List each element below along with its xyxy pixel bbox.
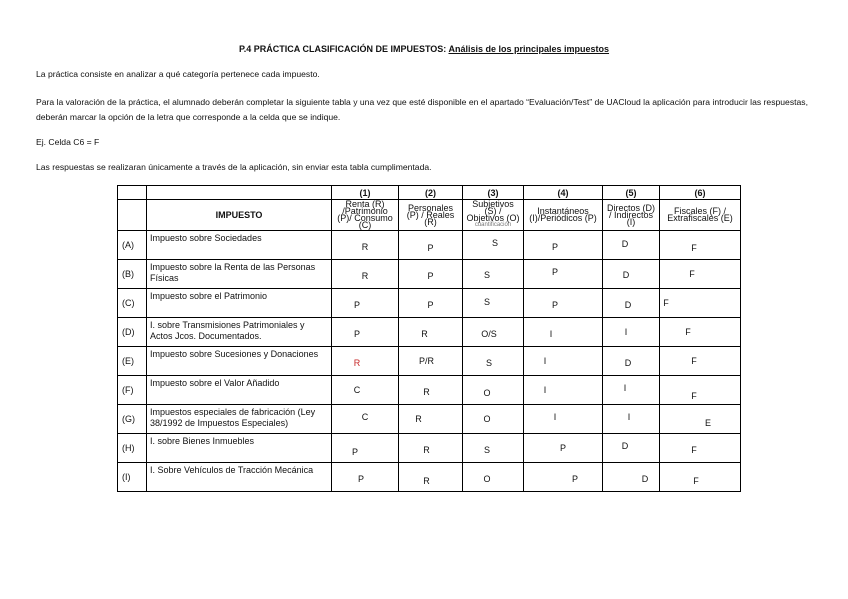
empty-cell <box>118 200 147 231</box>
answer-cell <box>399 376 463 405</box>
answer-cell <box>524 376 603 405</box>
answer-cell <box>603 289 660 318</box>
table-row <box>118 434 741 463</box>
answer-value: S <box>483 445 490 455</box>
table-row <box>118 463 741 492</box>
tax-name: Impuesto sobre la Renta de las Personas Físicas <box>147 260 332 289</box>
answer-value: R <box>361 242 369 252</box>
answer-cell <box>524 434 603 463</box>
column-number: (5) <box>603 186 660 200</box>
answer-cell <box>524 289 603 318</box>
answer-value: P <box>427 271 434 281</box>
answer-value: P <box>559 443 566 453</box>
answer-value: P <box>551 300 558 310</box>
answer-value: D <box>622 270 630 280</box>
column-number: (2) <box>399 186 463 200</box>
table-row <box>118 260 741 289</box>
answer-cell <box>332 405 399 434</box>
answer-cell <box>399 318 463 347</box>
answer-value: S <box>483 297 490 307</box>
table-row <box>118 318 741 347</box>
classification-table <box>117 185 741 492</box>
answer-value: F <box>663 298 669 308</box>
answer-value: O <box>483 388 491 398</box>
empty-cell <box>147 186 332 200</box>
tax-name: I. sobre Bienes Inmuebles <box>147 434 332 463</box>
answer-cell <box>603 318 660 347</box>
header-row <box>118 200 741 231</box>
answer-cell <box>660 405 741 434</box>
answer-value: R <box>421 329 428 339</box>
answer-cell <box>463 463 524 492</box>
row-letter: (I) <box>118 463 147 492</box>
answer-value: I <box>549 329 553 339</box>
answer-cell <box>463 318 524 347</box>
column-header: Fiscales (F) / Extrafiscales (E) <box>660 200 741 231</box>
answer-cell <box>603 434 660 463</box>
answer-cell <box>463 260 524 289</box>
table-row <box>118 376 741 405</box>
column-header <box>463 200 524 231</box>
answer-value: S <box>483 270 490 280</box>
column-header-hint: cuantificación <box>474 222 512 228</box>
answer-value: F <box>693 476 699 486</box>
answer-cell <box>524 347 603 376</box>
answer-value: R <box>423 476 430 486</box>
answer-cell <box>332 260 399 289</box>
answer-cell <box>660 231 741 260</box>
answer-cell <box>399 405 463 434</box>
answer-value: R <box>361 271 369 281</box>
answer-cell <box>603 463 660 492</box>
example-paragraph: Ej. Celda C6 = F <box>36 137 100 147</box>
answer-cell <box>463 231 524 260</box>
answer-cell <box>463 434 524 463</box>
answer-cell <box>660 463 741 492</box>
row-letter: (B) <box>118 260 147 289</box>
column-header: Personales (P) / Reales (R) <box>399 200 463 231</box>
title-main: P.4 PRÁCTICA CLASIFICACIÓN DE IMPUESTOS: <box>238 44 447 54</box>
row-letter: (A) <box>118 231 147 260</box>
answer-value: D <box>624 300 632 310</box>
answer-cell <box>399 231 463 260</box>
answer-cell <box>603 405 660 434</box>
answer-value: I <box>623 383 627 393</box>
answer-cell <box>332 434 399 463</box>
answer-cell <box>660 318 741 347</box>
answer-cell <box>524 463 603 492</box>
answer-cell <box>603 260 660 289</box>
column-number-row <box>118 186 741 200</box>
answer-cell <box>463 405 524 434</box>
answer-value: I <box>553 412 557 422</box>
answer-cell <box>399 289 463 318</box>
answer-cell <box>332 463 399 492</box>
tax-name: I. Sobre Vehículos de Tracción Mecánica <box>147 463 332 492</box>
column-header: Instantáneos (I)/Periódicos (P) <box>524 200 603 231</box>
answer-value: P/R <box>418 356 434 366</box>
answer-value: P <box>571 474 578 484</box>
answer-value: O <box>483 474 491 484</box>
row-letter: (H) <box>118 434 147 463</box>
answer-value: I <box>543 385 547 395</box>
answer-value: P <box>551 267 558 277</box>
answer-value: D <box>624 358 632 368</box>
answer-value: R <box>353 358 361 368</box>
answer-value: R <box>423 445 430 455</box>
title-subtitle: Análisis de los principales impuestos <box>448 44 610 54</box>
answer-cell <box>524 318 603 347</box>
answer-cell <box>332 347 399 376</box>
answer-value: F <box>691 391 697 401</box>
answer-value: C <box>361 412 369 422</box>
row-letter: (F) <box>118 376 147 405</box>
table-row <box>118 347 741 376</box>
answer-value: P <box>353 329 360 339</box>
tax-column-header: IMPUESTO <box>147 200 332 231</box>
answer-value: P <box>427 243 434 253</box>
answer-value: F <box>689 269 695 279</box>
answer-value: O/S <box>481 329 497 339</box>
answer-cell <box>399 260 463 289</box>
answer-value: I <box>627 412 631 422</box>
answer-cell <box>660 289 741 318</box>
answer-cell <box>463 376 524 405</box>
answer-value: P <box>551 242 558 252</box>
tax-name: Impuestos especiales de fabricación (Ley 38/1992 de Impuestos Especiales) <box>147 405 332 434</box>
answer-value: P <box>427 300 434 310</box>
answer-cell <box>399 463 463 492</box>
column-number: (1) <box>332 186 399 200</box>
answer-value: D <box>641 474 649 484</box>
answer-cell <box>332 318 399 347</box>
answer-cell <box>399 347 463 376</box>
tax-name: Impuesto sobre el Valor Añadido <box>147 376 332 405</box>
answer-value: E <box>704 418 711 428</box>
column-header-label: Subjetivos (S) / Objetivos (O) <box>466 199 520 223</box>
answer-value: F <box>685 327 691 337</box>
answer-value: P <box>357 474 364 484</box>
answer-cell <box>524 231 603 260</box>
answer-value: P <box>351 447 358 457</box>
answer-cell <box>603 347 660 376</box>
answer-value: D <box>621 239 629 249</box>
column-number: (3) <box>463 186 524 200</box>
row-letter: (D) <box>118 318 147 347</box>
answer-cell <box>524 260 603 289</box>
table-row <box>118 405 741 434</box>
answer-value: P <box>353 300 360 310</box>
table-body <box>118 231 741 492</box>
row-letter: (C) <box>118 289 147 318</box>
answer-cell <box>603 376 660 405</box>
row-letter: (E) <box>118 347 147 376</box>
instructions-paragraph: Para la valoración de la práctica, el alumnado deberán completar la siguiente tabla y una vez que esté disponible en el apartado “Evaluación/Test” de UACloud la aplicación para introducir las respuestas, deberán marcar la opción de la letra que corresponde a la celda que se indique. <box>36 97 808 122</box>
submission-note: Las respuestas se realizaran únicamente a través de la aplicación, sin enviar esta tabla cumplimentada. <box>36 162 432 172</box>
answer-cell <box>660 347 741 376</box>
answer-cell <box>524 405 603 434</box>
answer-value: F <box>691 445 697 455</box>
row-letter: (G) <box>118 405 147 434</box>
empty-cell <box>118 186 147 200</box>
answer-value: D <box>621 441 629 451</box>
table-row <box>118 231 741 260</box>
column-header: Renta (R) /Patrimonio (P)/ Consumo (C) <box>332 200 399 231</box>
answer-value: F <box>691 243 697 253</box>
answer-cell <box>463 347 524 376</box>
tax-name: Impuesto sobre el Patrimonio <box>147 289 332 318</box>
tax-name: I. sobre Transmisiones Patrimoniales y Actos Jcos. Documentados. <box>147 318 332 347</box>
intro-paragraph: La práctica consiste en analizar a qué categoría pertenece cada impuesto. <box>36 69 320 79</box>
page-title <box>0 44 848 54</box>
answer-cell <box>660 376 741 405</box>
answer-cell <box>603 231 660 260</box>
answer-value: R <box>415 414 422 424</box>
answer-value: C <box>353 385 361 395</box>
answer-cell <box>660 434 741 463</box>
answer-cell <box>660 260 741 289</box>
answer-value: I <box>624 327 628 337</box>
tax-name: Impuesto sobre Sucesiones y Donaciones <box>147 347 332 376</box>
answer-value: R <box>423 387 430 397</box>
table-row <box>118 289 741 318</box>
answer-value: F <box>691 356 697 366</box>
answer-value: S <box>491 238 498 248</box>
answer-cell <box>332 376 399 405</box>
answer-value: I <box>543 356 547 366</box>
column-number: (4) <box>524 186 603 200</box>
answer-value: O <box>483 414 491 424</box>
tax-name: Impuesto sobre Sociedades <box>147 231 332 260</box>
answer-cell <box>332 289 399 318</box>
column-header: Directos (D) / Indirectos (I) <box>603 200 660 231</box>
answer-value: S <box>485 358 492 368</box>
answer-cell <box>463 289 524 318</box>
answer-cell <box>332 231 399 260</box>
answer-cell <box>399 434 463 463</box>
column-number: (6) <box>660 186 741 200</box>
